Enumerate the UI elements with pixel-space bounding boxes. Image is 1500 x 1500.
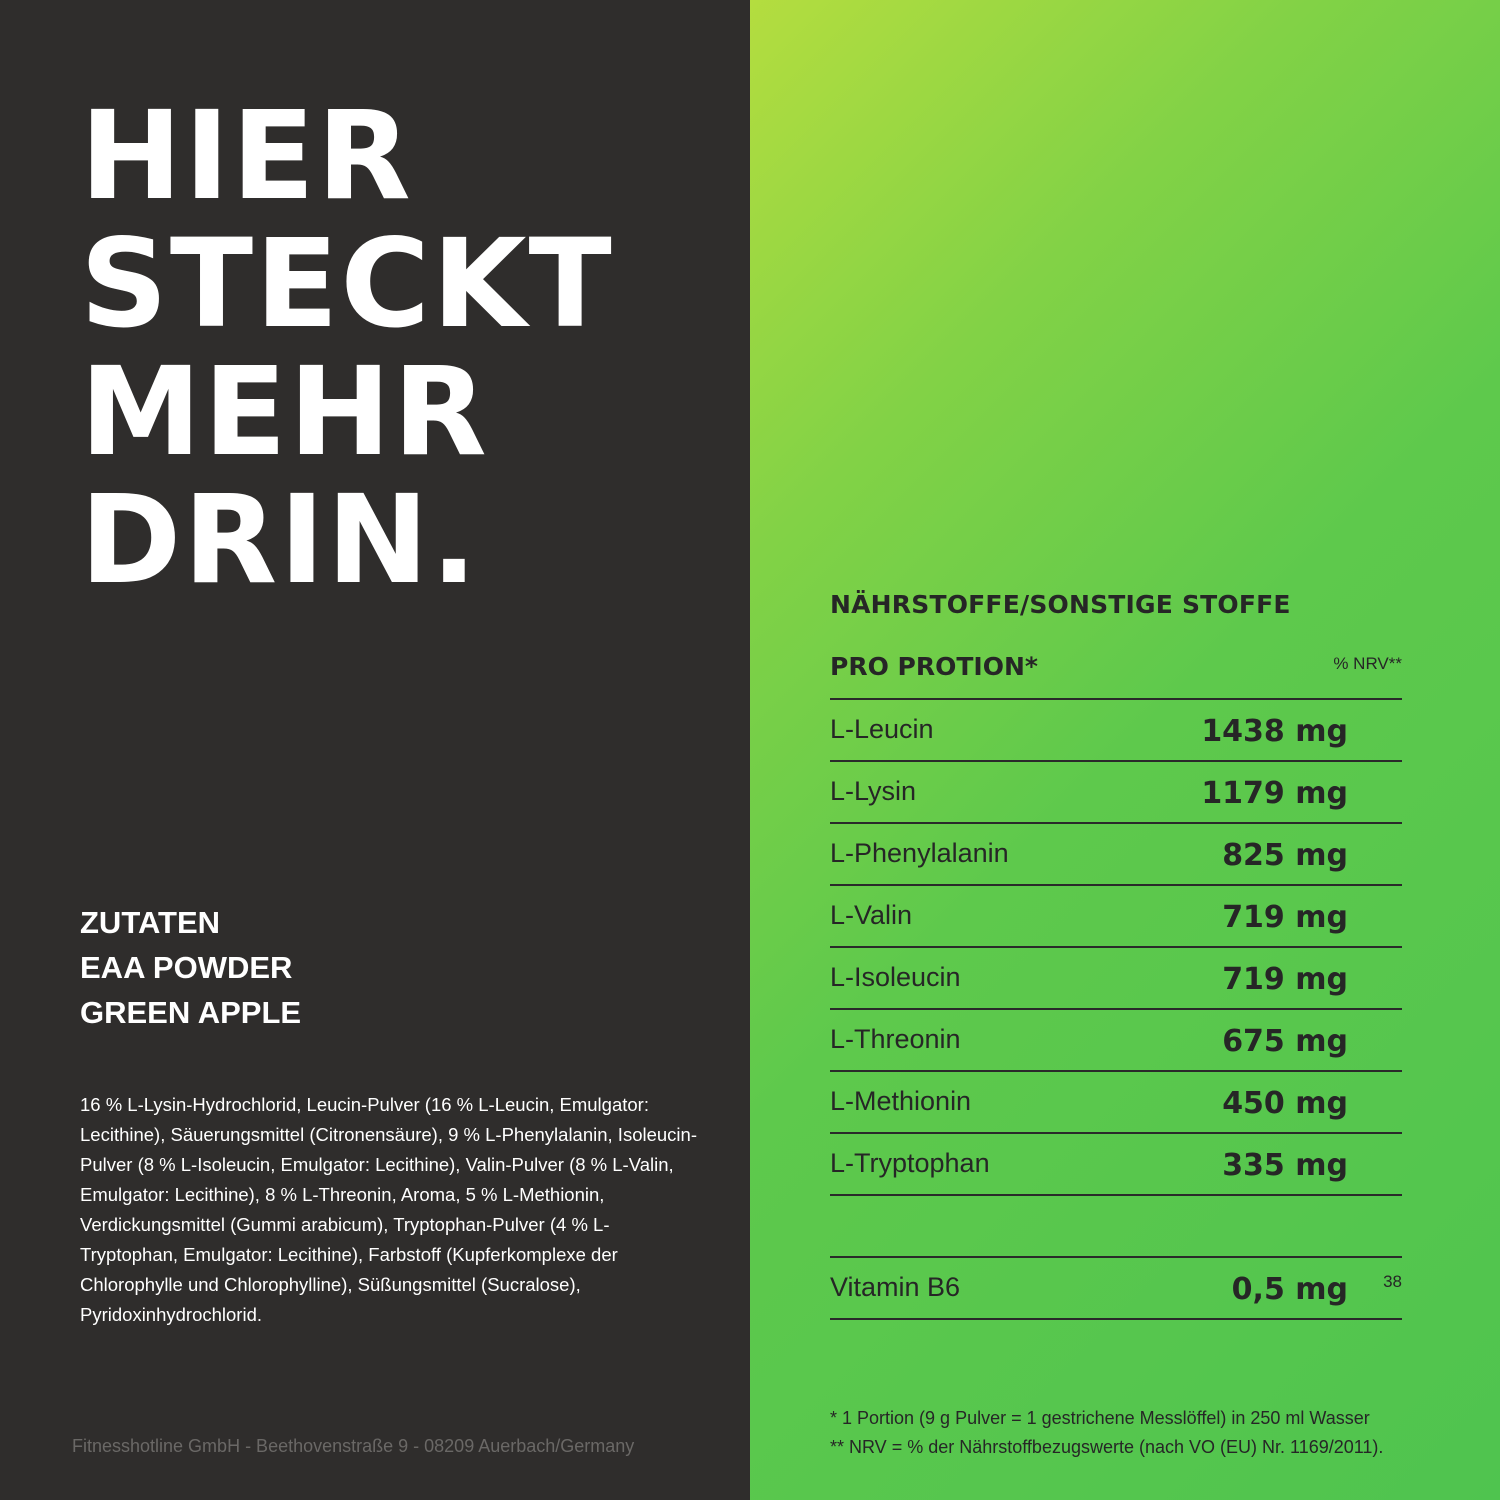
headline-line-3: MEHR <box>80 341 489 483</box>
footnote-nrv: ** NRV = % der Nährstoffbezugswerte (nach VO (EU) Nr. 1169/2011). <box>830 1437 1384 1457</box>
ingredients-text: 16 % L-Lysin-Hydrochlorid, Leucin-Pulver (16 % L-Leucin, Emulgator: Lecithine), Säuerungsmittel (Citronensäure), 9 % L-Phenylalanin, Isoleucin-Pulver (8 % L-Isoleucin, Emulgator: Lecithine), Valin-Pulver (8 % L-Valin, Emulgator: Lecithine), 8 % L-Threonin, Aroma, 5 % L-Methionin, Verdickungsmittel (Gummi arabicum), Tryptophan-Pulver (4 % L-Tryptophan, Emulgator: Lecithine), Farbstoff (Kupferkomplexe der Chlorophylle und Chlorophylline), Süßungsmittel (Sucralose), Pyridoxinhydrochlorid. <box>80 1094 697 1325</box>
company-address: Fitnesshotline GmbH - Beethovenstraße 9 - 08209 Auerbach/Germany <box>72 1436 635 1456</box>
ingredients-title <box>80 900 301 1035</box>
nutrient-name: L-Leucin <box>830 714 934 744</box>
nutrient-value: 335 mg <box>1222 1148 1348 1183</box>
right-panel <box>750 0 1500 1500</box>
nutrition-table-header <box>830 638 1402 700</box>
table-row <box>830 824 1402 886</box>
nutrition-table <box>830 638 1402 1320</box>
footnote-portion: * 1 Portion (9 g Pulver = 1 gestrichene Messlöffel) in 250 ml Wasser <box>830 1408 1370 1428</box>
table-row <box>830 1134 1402 1196</box>
table-row <box>830 1072 1402 1134</box>
table-row <box>830 886 1402 948</box>
ingredients-title-line-2: EAA POWDER <box>80 950 293 985</box>
headline-line-4: DRIN. <box>80 469 480 611</box>
table-row-vitamin-b6 <box>830 1258 1402 1320</box>
nutrient-value: 0,5 mg <box>1231 1272 1348 1307</box>
nutrient-name: L-Methionin <box>830 1086 972 1116</box>
nutrient-value: 719 mg <box>1222 962 1348 997</box>
table-row <box>830 948 1402 1010</box>
nutrient-name: L-Lysin <box>830 776 917 806</box>
headline-line-2: STECKT <box>80 213 614 355</box>
footnotes <box>830 1404 1383 1462</box>
nutrient-name: L-Valin <box>830 900 913 930</box>
nutrient-value: 1179 mg <box>1201 776 1348 811</box>
nutrition-title: NÄHRSTOFFE/SONSTIGE STOFFE <box>830 590 1291 619</box>
nutrient-value: 450 mg <box>1222 1086 1348 1121</box>
table-row <box>830 1010 1402 1072</box>
nutrient-value: 719 mg <box>1222 900 1348 935</box>
nrv-column-label: % NRV** <box>1333 654 1402 673</box>
nutrient-value: 1438 mg <box>1201 714 1348 749</box>
headline <box>80 85 614 611</box>
table-row <box>830 762 1402 824</box>
ingredients-title-line-3: GREEN APPLE <box>80 995 302 1030</box>
headline-line-1: HIER <box>80 85 413 227</box>
nutrient-value: 825 mg <box>1222 838 1348 873</box>
table-spacer <box>830 1196 1402 1258</box>
nutrient-name: L-Threonin <box>830 1024 961 1054</box>
nutrient-name: L-Phenylalanin <box>830 838 1009 868</box>
nutrient-name: L-Tryptophan <box>830 1148 990 1178</box>
table-row <box>830 700 1402 762</box>
nutrient-name: L-Isoleucin <box>830 962 961 992</box>
nutrient-nrv: 38 <box>1383 1272 1402 1291</box>
ingredients-title-line-1: ZUTATEN <box>80 905 221 940</box>
nutrient-value: 675 mg <box>1222 1024 1348 1059</box>
nutrient-name: Vitamin B6 <box>830 1272 961 1302</box>
per-portion-label: PRO PROTION* <box>830 652 1038 681</box>
